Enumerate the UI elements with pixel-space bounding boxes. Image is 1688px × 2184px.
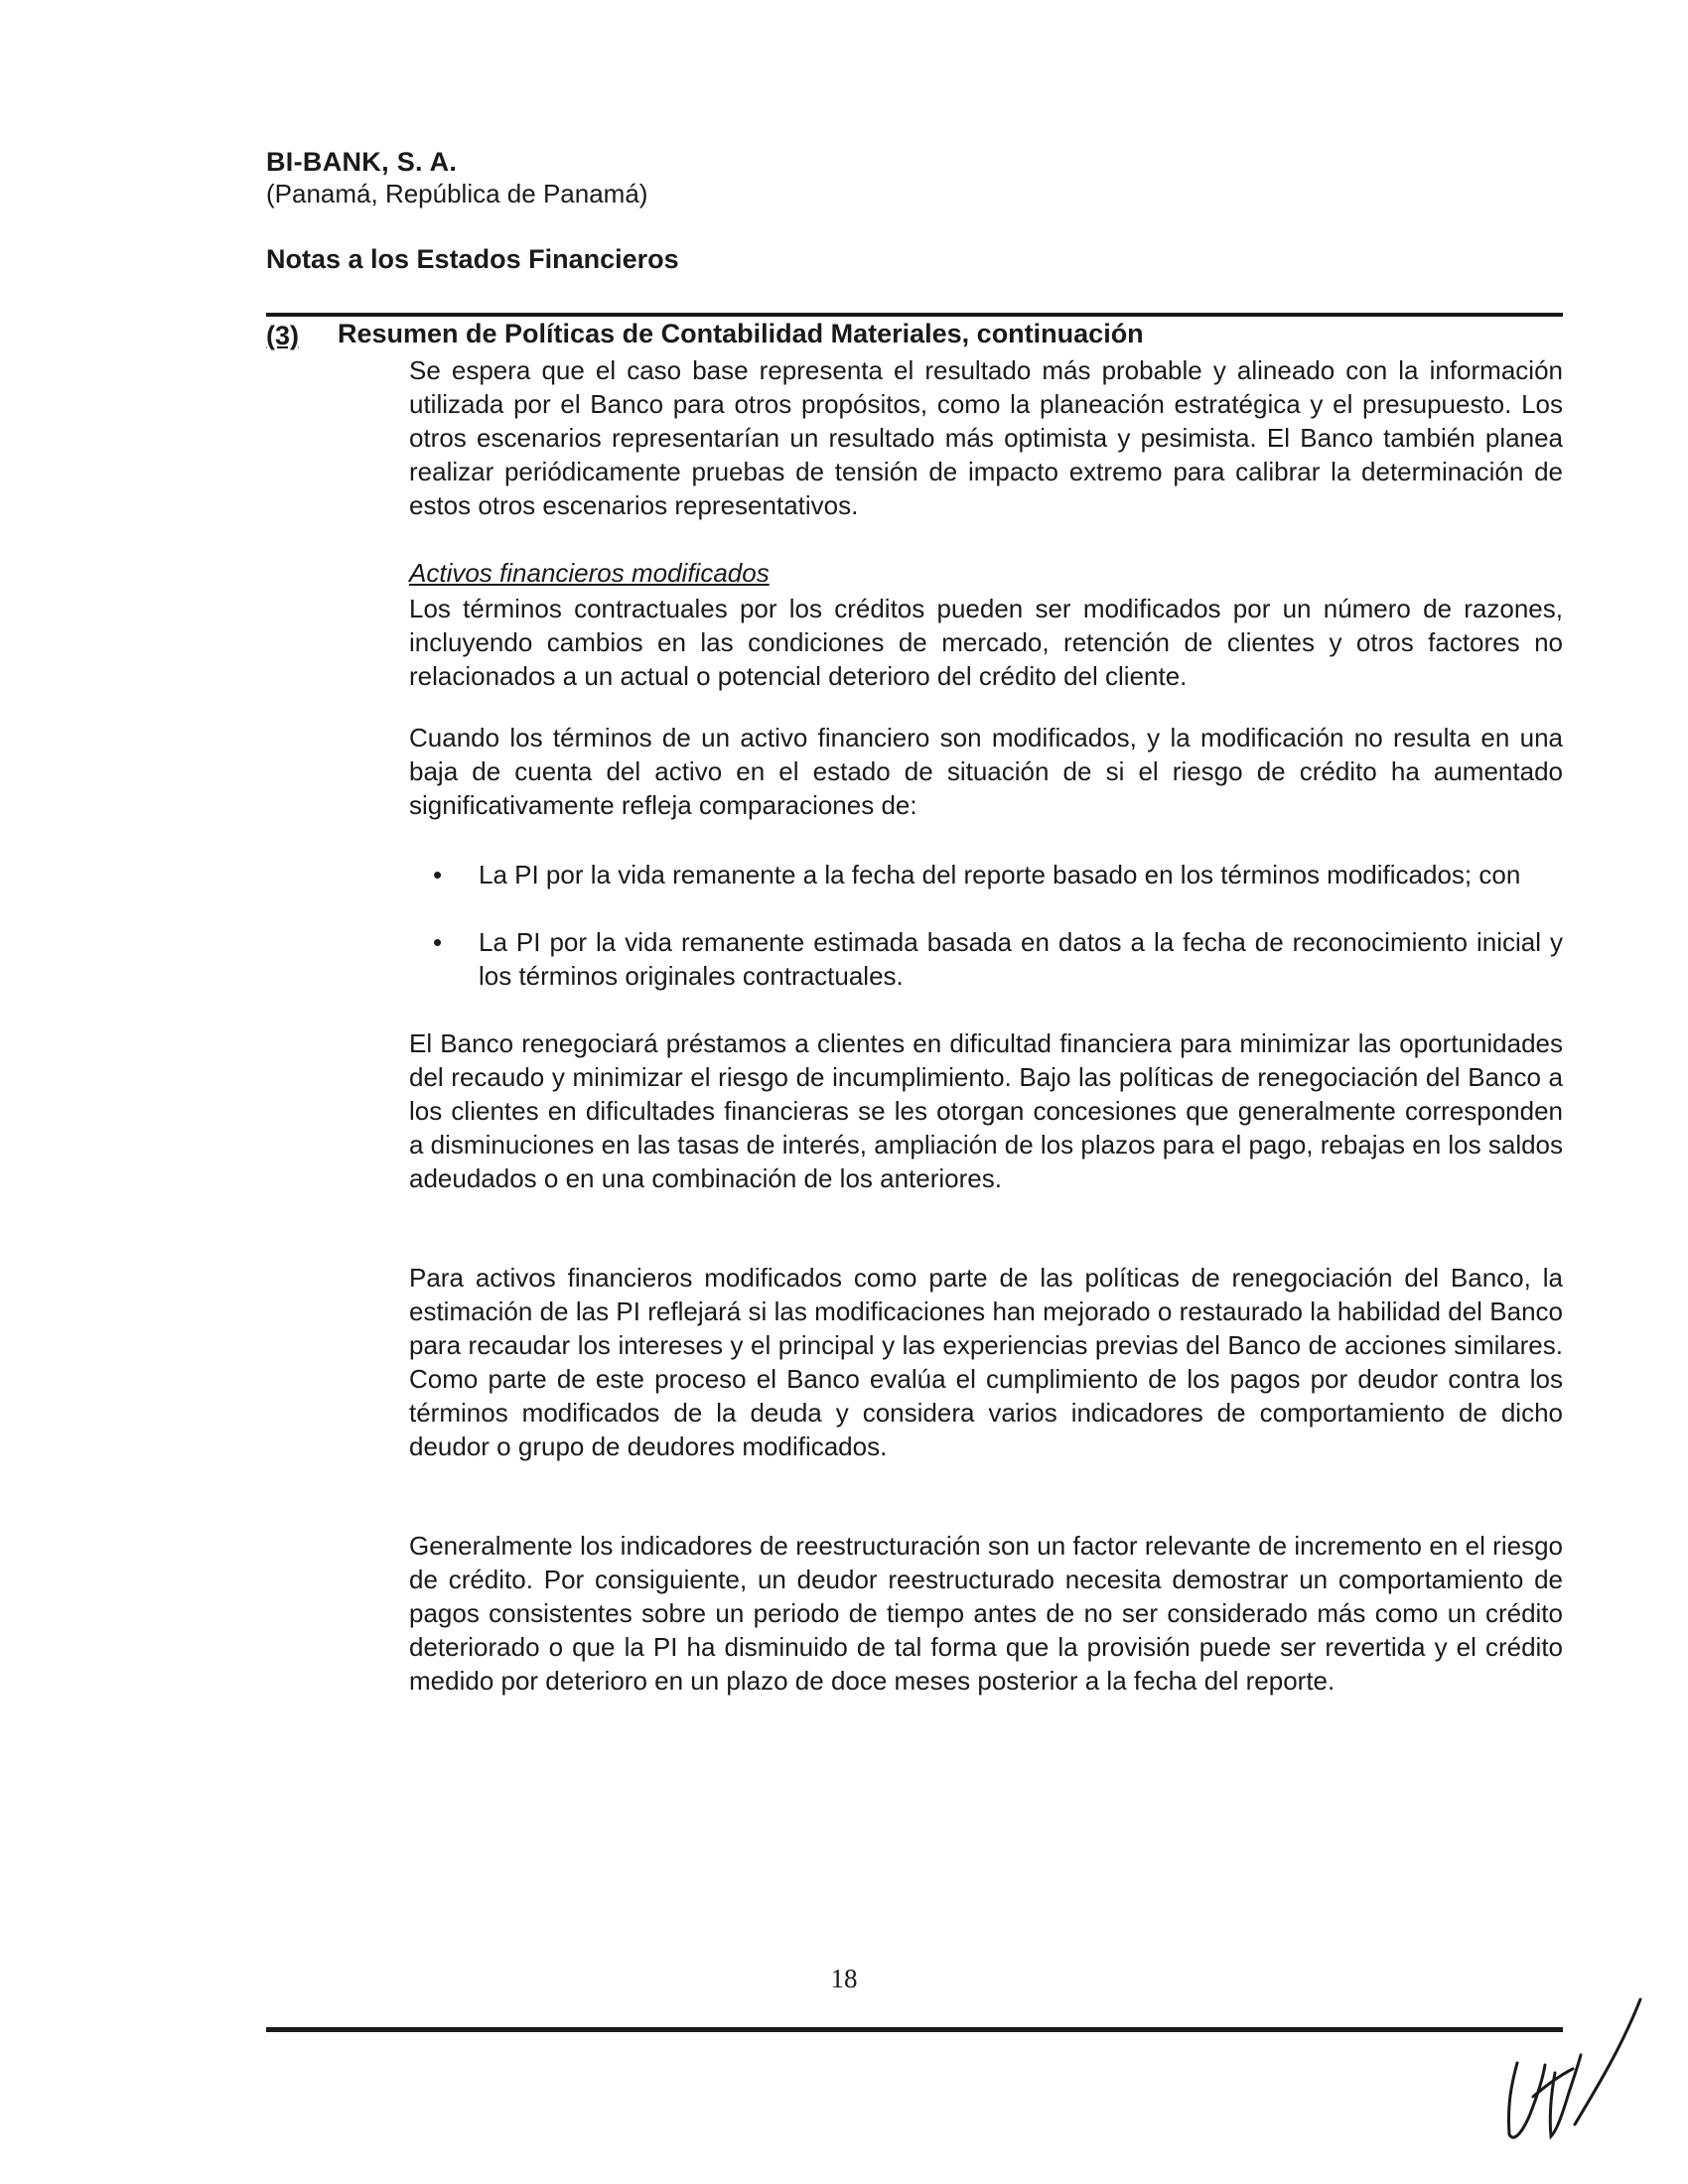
list-item: [409, 858, 1563, 891]
paragraph-renegotiation: El Banco renegociará préstamos a clientes en dificultad financiera para minimizar las oportunidades del recaudo y minimizar el riesgo de incumplimiento. Bajo las políticas de renegociación del Banco a los clientes en dificultades financieras se les otorgan concesiones que generalmente corresponden a disminuciones en las tasas de interés, ampliación de los plazos para el pago, rebajas en los saldos adeudados o en una combinación de los anteriores.: [409, 1028, 1564, 1193]
company-name: BI-BANK, S. A.: [266, 147, 458, 177]
page-number: 18: [830, 1964, 858, 1993]
header-divider: [266, 313, 1563, 317]
signature-icon: [1489, 1985, 1648, 2154]
list-item-text: La PI por la vida remanente a la fecha del reporte basado en los términos modificados; con: [479, 860, 1521, 889]
section-number: (3): [266, 321, 299, 350]
document-title: Notas a los Estados Financieros: [266, 244, 679, 274]
bullet-icon: •: [433, 860, 443, 889]
paragraph-scenarios: Se espera que el caso base representa el resultado más probable y alineado con la información utilizada por el Banco para otros propósitos, como la planeación estratégica y el presupuesto. Los otros escenarios representarían un resultado más optimista y pesimista. El Banco también planea realizar periódicamente pruebas de tensión de impacto extremo para calibrar la determinación de estos otros escenarios representativos.: [409, 355, 1563, 520]
section-title: Resumen de Políticas de Contabilidad Materiales, continuación: [338, 319, 1144, 348]
paragraph-contract-terms: Los términos contractuales por los créditos pueden ser modificados por un número de razones, incluyendo cambios en las condiciones de mercado, retención de clientes y otros factores no relacionados a un actual o potencial deterioro del crédito del cliente.: [409, 594, 1563, 691]
paragraph-modification: Cuando los términos de un activo financiero son modificados, y la modificación no resulta en una baja de cuenta del activo en el estado de situación de si el riesgo de crédito ha aumentado significativamente refleja comparaciones de:: [409, 723, 1563, 820]
bullet-list: [409, 925, 1563, 993]
footer-divider: [266, 2027, 1563, 2032]
bullet-icon: •: [433, 927, 443, 957]
bullet-list: [409, 858, 1563, 891]
company-location: (Panamá, República de Panamá): [266, 179, 648, 208]
list-item: [409, 925, 1563, 993]
paragraph-restructuring: Generalmente los indicadores de reestructuración son un factor relevante de incremento en el riesgo de crédito. Por consiguiente, un deudor reestructurado necesita demostrar un comportamiento de pagos consistentes sobre un periodo de tiempo antes de no ser considerado más como un crédito deteriorado o que la PI ha disminuido de tal forma que la provisión puede ser revertida y el crédito medido por deterioro en un plazo de doce meses posterior a la fecha del reporte.: [409, 1531, 1563, 1696]
paragraph-modified-assets: Para activos financieros modificados como parte de las políticas de renegociación del Banco, la estimación de las PI reflejará si las modificaciones han mejorado o restaurado la habilidad del Banco para recaudar los intereses y el principal y las experiencias previas del Banco de acciones similares. Como parte de este proceso el Banco evalúa el cumplimiento de los pagos por deudor contra los términos modificados de la deuda y considera varios indicadores de comportamiento de dicho deudor o grupo de deudores modificados.: [409, 1263, 1563, 1461]
subsection-heading: Activos financieros modificados: [409, 558, 770, 588]
list-item-text: La PI por la vida remanente estimada basada en datos a la fecha de reconocimiento inicial y los términos originales contractuales.: [479, 927, 1563, 991]
